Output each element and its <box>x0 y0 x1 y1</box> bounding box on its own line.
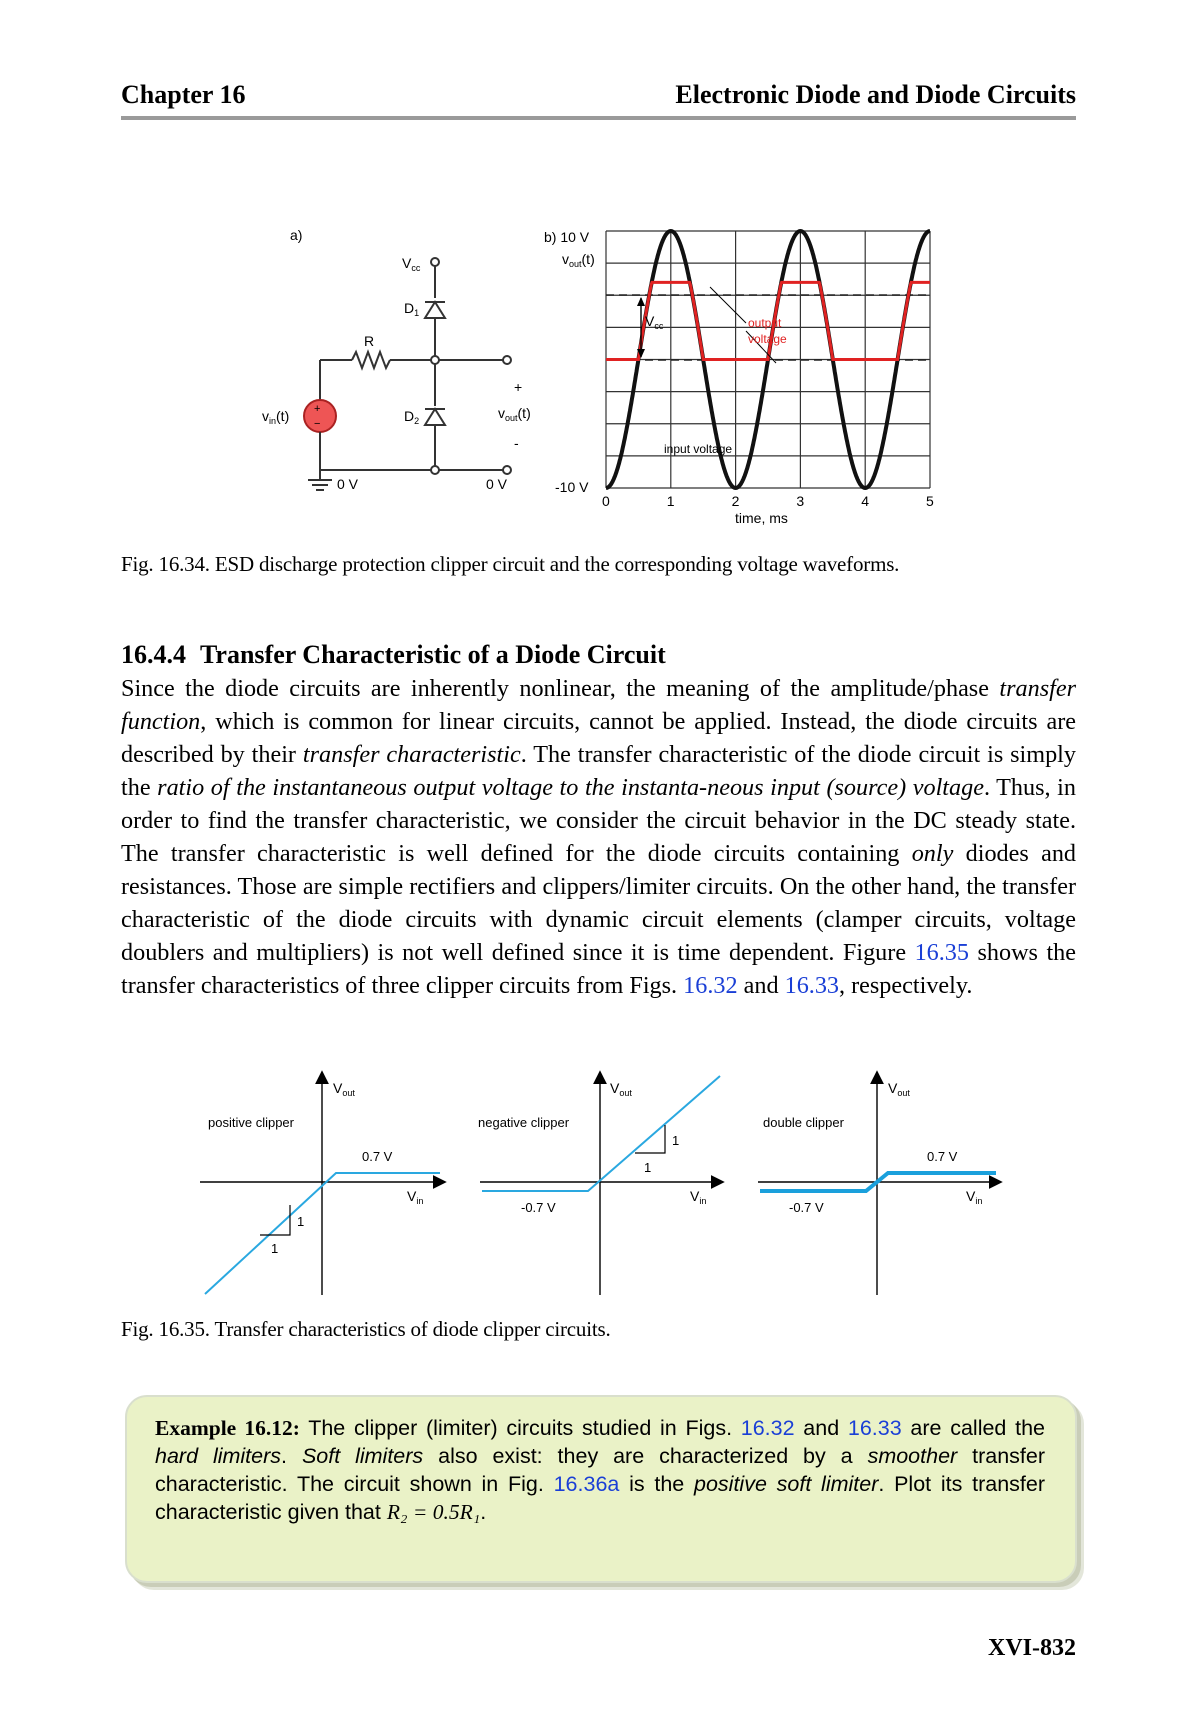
ex-fig-16-33-link[interactable]: 16.33 <box>847 1416 902 1440</box>
figure-16-35-caption: Fig. 16.35. Transfer characteristics of diode clipper circuits. <box>121 1317 611 1341</box>
svg-text:1: 1 <box>271 1241 279 1256</box>
svg-text:-0.7 V: -0.7 V <box>789 1200 824 1215</box>
svg-text:-0.7 V: -0.7 V <box>521 1200 556 1215</box>
svg-text:Vin: $V_{in}$ <box>690 1188 707 1206</box>
svg-text:vin(t): $v_{in}(t)$ <box>262 408 290 426</box>
svg-text:+: + <box>314 403 321 415</box>
svg-text:output: output <box>748 316 782 330</box>
svg-text:vout(t): $v_{out}(t)$ <box>498 405 531 423</box>
svg-text:1: 1 <box>672 1133 680 1148</box>
svg-text:voltage: voltage <box>748 332 787 346</box>
fig-16-35-link[interactable]: 16.35 <box>914 939 969 966</box>
positive-clipper-plot <box>200 1073 444 1295</box>
svg-text:time, ms: time, ms <box>735 510 788 526</box>
svg-text:-10 V: -10 V <box>555 479 589 495</box>
ex-fig-16-32-link[interactable]: 16.32 <box>740 1416 795 1440</box>
figure-16-34-caption: Fig. 16.34. ESD discharge protection clipper circuit and the corresponding voltage waveforms. <box>121 552 900 576</box>
fig-16-33-link[interactable]: 16.33 <box>784 972 840 999</box>
formula: R₂ = 0.5R₁ <box>386 1500 481 1524</box>
svg-text:vout(t): $v_{out}(t)$ <box>562 251 595 269</box>
svg-text:0 V: 0 V <box>486 476 508 492</box>
page-number: XVI-832 <box>988 1635 1076 1661</box>
chapter-title: Electronic Diode and Diode Circuits <box>675 80 1076 109</box>
x-tick-label: 5 <box>926 493 934 509</box>
svg-text:b) 10 V: b) 10 V <box>544 229 590 245</box>
double-clipper-plot <box>758 1073 1000 1295</box>
negative-clipper-plot <box>478 1073 722 1295</box>
section-heading: 16.4.4 Transfer Characteristic of a Diode Circuit <box>121 640 666 669</box>
svg-text:Vin: $V_{in}$ <box>966 1188 983 1206</box>
svg-text:Vout: $V_{out}$ <box>610 1080 632 1098</box>
svg-text:0.7 V: 0.7 V <box>362 1149 393 1164</box>
svg-text:double clipper: double clipper <box>763 1115 844 1130</box>
x-tick-label: 2 <box>731 493 740 509</box>
svg-text:+: + <box>514 379 523 395</box>
circuit-diagram <box>262 227 531 492</box>
figure-16-35 <box>0 1060 1200 1320</box>
svg-text:1: 1 <box>297 1214 305 1229</box>
svg-text:0 V: 0 V <box>337 476 359 492</box>
section-body: Since the diode circuits are inherently nonlinear, the meaning of the amplitude/phase transfer function, which is common for linear circuits, cannot be applied. Instead, the diode circuits are described by their transfer characteristic. The transfer characteristic of the diode circuit is simply the ratio of the instantaneous output voltage to the instanta-neous input (source) voltage. Thus, in order to find the transfer characteristic, we consider the circuit behavior in the DC steady state. The transfer characteristic is well defined for the diode circuits containing only diodes and resistances. Those are simple rectifiers and clippers/limiter circuits. On the other hand, the transfer characteristic of the diode circuits with dynamic circuit elements (clamper circuits, voltage doublers and multipliers) is not well defined since it is time dependent. Figure 16.35 shows the transfer characteristics of three clipper circuits from Figs. 16.32 and 16.33, respectively. <box>121 675 1077 999</box>
svg-text:D2: $D_2$ <box>404 408 420 426</box>
svg-text:input voltage: input voltage <box>664 442 733 456</box>
panel-a-label: a) <box>290 227 303 243</box>
svg-text:positive clipper: positive clipper <box>208 1115 294 1130</box>
figure-16-34 <box>0 0 1200 560</box>
svg-text:Vout: $V_{out}$ <box>333 1080 355 1098</box>
x-tick-label: 3 <box>796 493 805 509</box>
svg-text:Vcc: $V_{cc}$ <box>645 313 664 331</box>
svg-text:R: R <box>364 333 375 349</box>
ex-fig-16-36a-link[interactable]: 16.36a <box>553 1472 620 1496</box>
svg-text:Vcc: $V_{cc}$ <box>402 255 421 273</box>
chapter-label: Chapter 16 <box>121 80 246 109</box>
svg-text:-: - <box>514 435 519 451</box>
waveform-plot <box>544 229 934 526</box>
svg-text:0.7 V: 0.7 V <box>927 1149 958 1164</box>
svg-text:Vin: $V_{in}$ <box>407 1188 424 1206</box>
x-tick-label: 4 <box>861 493 869 509</box>
svg-text:1: 1 <box>644 1160 652 1175</box>
example-text: Example 16.12: The clipper (limiter) circuits studied in Figs. 16.32 and 16.33 are called the hard limiters. Soft limiters also exist: they are characterized by a smoother transfer characteristic. The circuit shown in Fig. 16.36a is the positive soft limiter. Plot its transfer characteristic given that R₂ = 0.5R₁. <box>155 1416 1045 1524</box>
x-tick-label: 0 <box>602 493 610 509</box>
svg-text:−: − <box>314 418 321 430</box>
negative-clipper-line <box>482 1076 720 1191</box>
example-box <box>125 1395 1077 1583</box>
svg-text:Vout: $V_{out}$ <box>888 1080 910 1098</box>
x-tick-label: 1 <box>666 493 675 509</box>
svg-text:negative clipper: negative clipper <box>478 1115 570 1130</box>
fig-16-32-link[interactable]: 16.32 <box>683 972 738 999</box>
svg-text:D1: $D_1$ <box>404 300 420 318</box>
